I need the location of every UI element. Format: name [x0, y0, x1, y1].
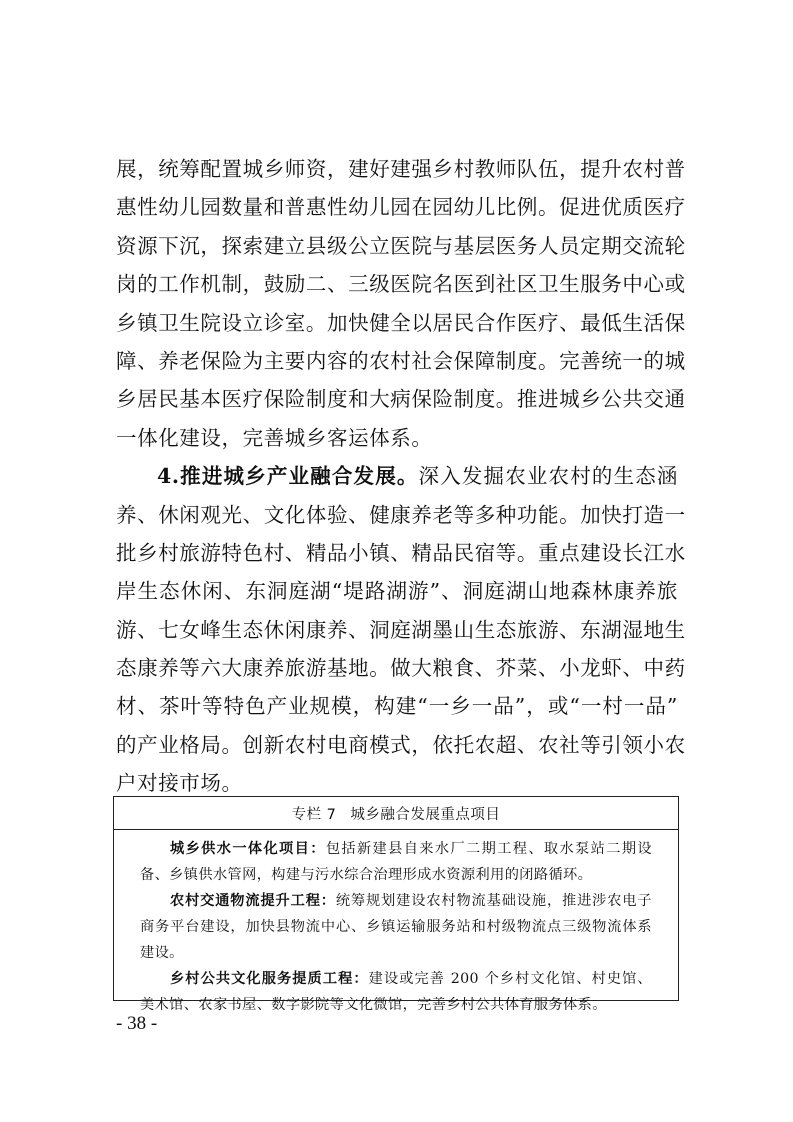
- box-column-label: 专栏 7: [291, 806, 337, 823]
- main-text: [116, 150, 686, 803]
- box-title-row: [114, 797, 678, 830]
- paragraph-line: 乡居民基本医疗保险制度和大病保险制度。推进城乡公共交通: [116, 387, 686, 412]
- box-item-line: 美术馆、农家书屋、数字影院等文化微馆，完善乡村公共体育服务体系。: [140, 997, 607, 1013]
- box-item-line: 备、乡镇供水管网，构建与污水综合治理形成水资源利用的闭路循环。: [140, 867, 593, 883]
- paragraph-line: 户对接市场。: [116, 771, 243, 796]
- box-body: [114, 830, 678, 1018]
- box-title: 城乡融合发展重点项目: [350, 806, 501, 823]
- box-item-text: 包括新建县自来水厂二期工程、取水泵站二期设: [325, 841, 652, 857]
- paragraph-line: 障、养老保险为主要内容的农村社会保障制度。完善统一的城: [116, 348, 686, 373]
- paragraph-line: 养、休闲观光、文化体验、健康养老等多种功能。加快打造一: [116, 502, 686, 527]
- paragraph-line: 一体化建设，完善城乡客运体系。: [116, 425, 433, 450]
- paragraph-line: 批乡村旅游特色村、精品小镇、精品民宿等。重点建设长江水: [116, 540, 686, 565]
- section-4-first-line-text: 深入发掘农业农村的生态涵: [418, 464, 679, 489]
- paragraph-line: 岸生态休闲、东洞庭湖“堤路湖游”、洞庭湖山地森林康养旅: [116, 579, 678, 604]
- box-item-title: 城乡供水一体化项目：: [170, 841, 326, 857]
- box-item-first-line: [140, 966, 652, 992]
- box-item-text: 建设或完善 200 个乡村文化馆、村史馆、: [368, 971, 652, 987]
- box-item-first-line: [140, 836, 652, 862]
- paragraph-line: 资源下沉，探索建立县级公立医院与基层医务人员定期交流轮: [116, 233, 686, 258]
- section-4-heading: 4.推进城乡产业融合发展。: [157, 464, 419, 489]
- page-number: - 38 -: [116, 1013, 158, 1034]
- paragraph-line: 展，统筹配置城乡师资，建好建强乡村教师队伍，提升农村普: [116, 157, 686, 181]
- column-box: [113, 796, 679, 1013]
- box-item-title: 农村交通物流提升工程：: [170, 893, 336, 909]
- paragraph-line: 的产业格局。创新农村电商模式，依托农超、农社等引领小农: [116, 732, 686, 757]
- paragraph-line: 乡镇卫生院设立诊室。加快健全以居民合作医疗、最低生活保: [116, 310, 686, 335]
- box-item-line: 建设。: [140, 945, 184, 961]
- paragraph-line: 岗的工作机制，鼓励二、三级医院名医到社区卫生服务中心或: [116, 272, 686, 297]
- paragraph-line: 游、七女峰生态休闲康养、洞庭湖墨山生态旅游、东湖湿地生: [116, 617, 686, 642]
- paragraph-line: 材、茶叶等特色产业规模，构建“一乡一品”，或“一村一品”: [116, 694, 678, 719]
- box-item-first-line: [140, 888, 652, 914]
- paragraph-line: 态康养等六大康养旅游基地。做大粮食、芥菜、小龙虾、中药: [116, 656, 686, 681]
- section-4-first-line: [116, 457, 678, 495]
- box-item-title: 乡村公共文化服务提质工程：: [170, 971, 369, 987]
- paragraph-line: 惠性幼儿园数量和普惠性幼儿园在园幼儿比例。促进优质医疗: [116, 195, 686, 220]
- box-item-text: 统筹规划建设农村物流基础设施，推进涉农电子: [335, 893, 652, 909]
- box-item-line: 商务平台建设，加快县物流中心、乡镇运输服务站和村级物流点三级物流体系: [140, 919, 652, 935]
